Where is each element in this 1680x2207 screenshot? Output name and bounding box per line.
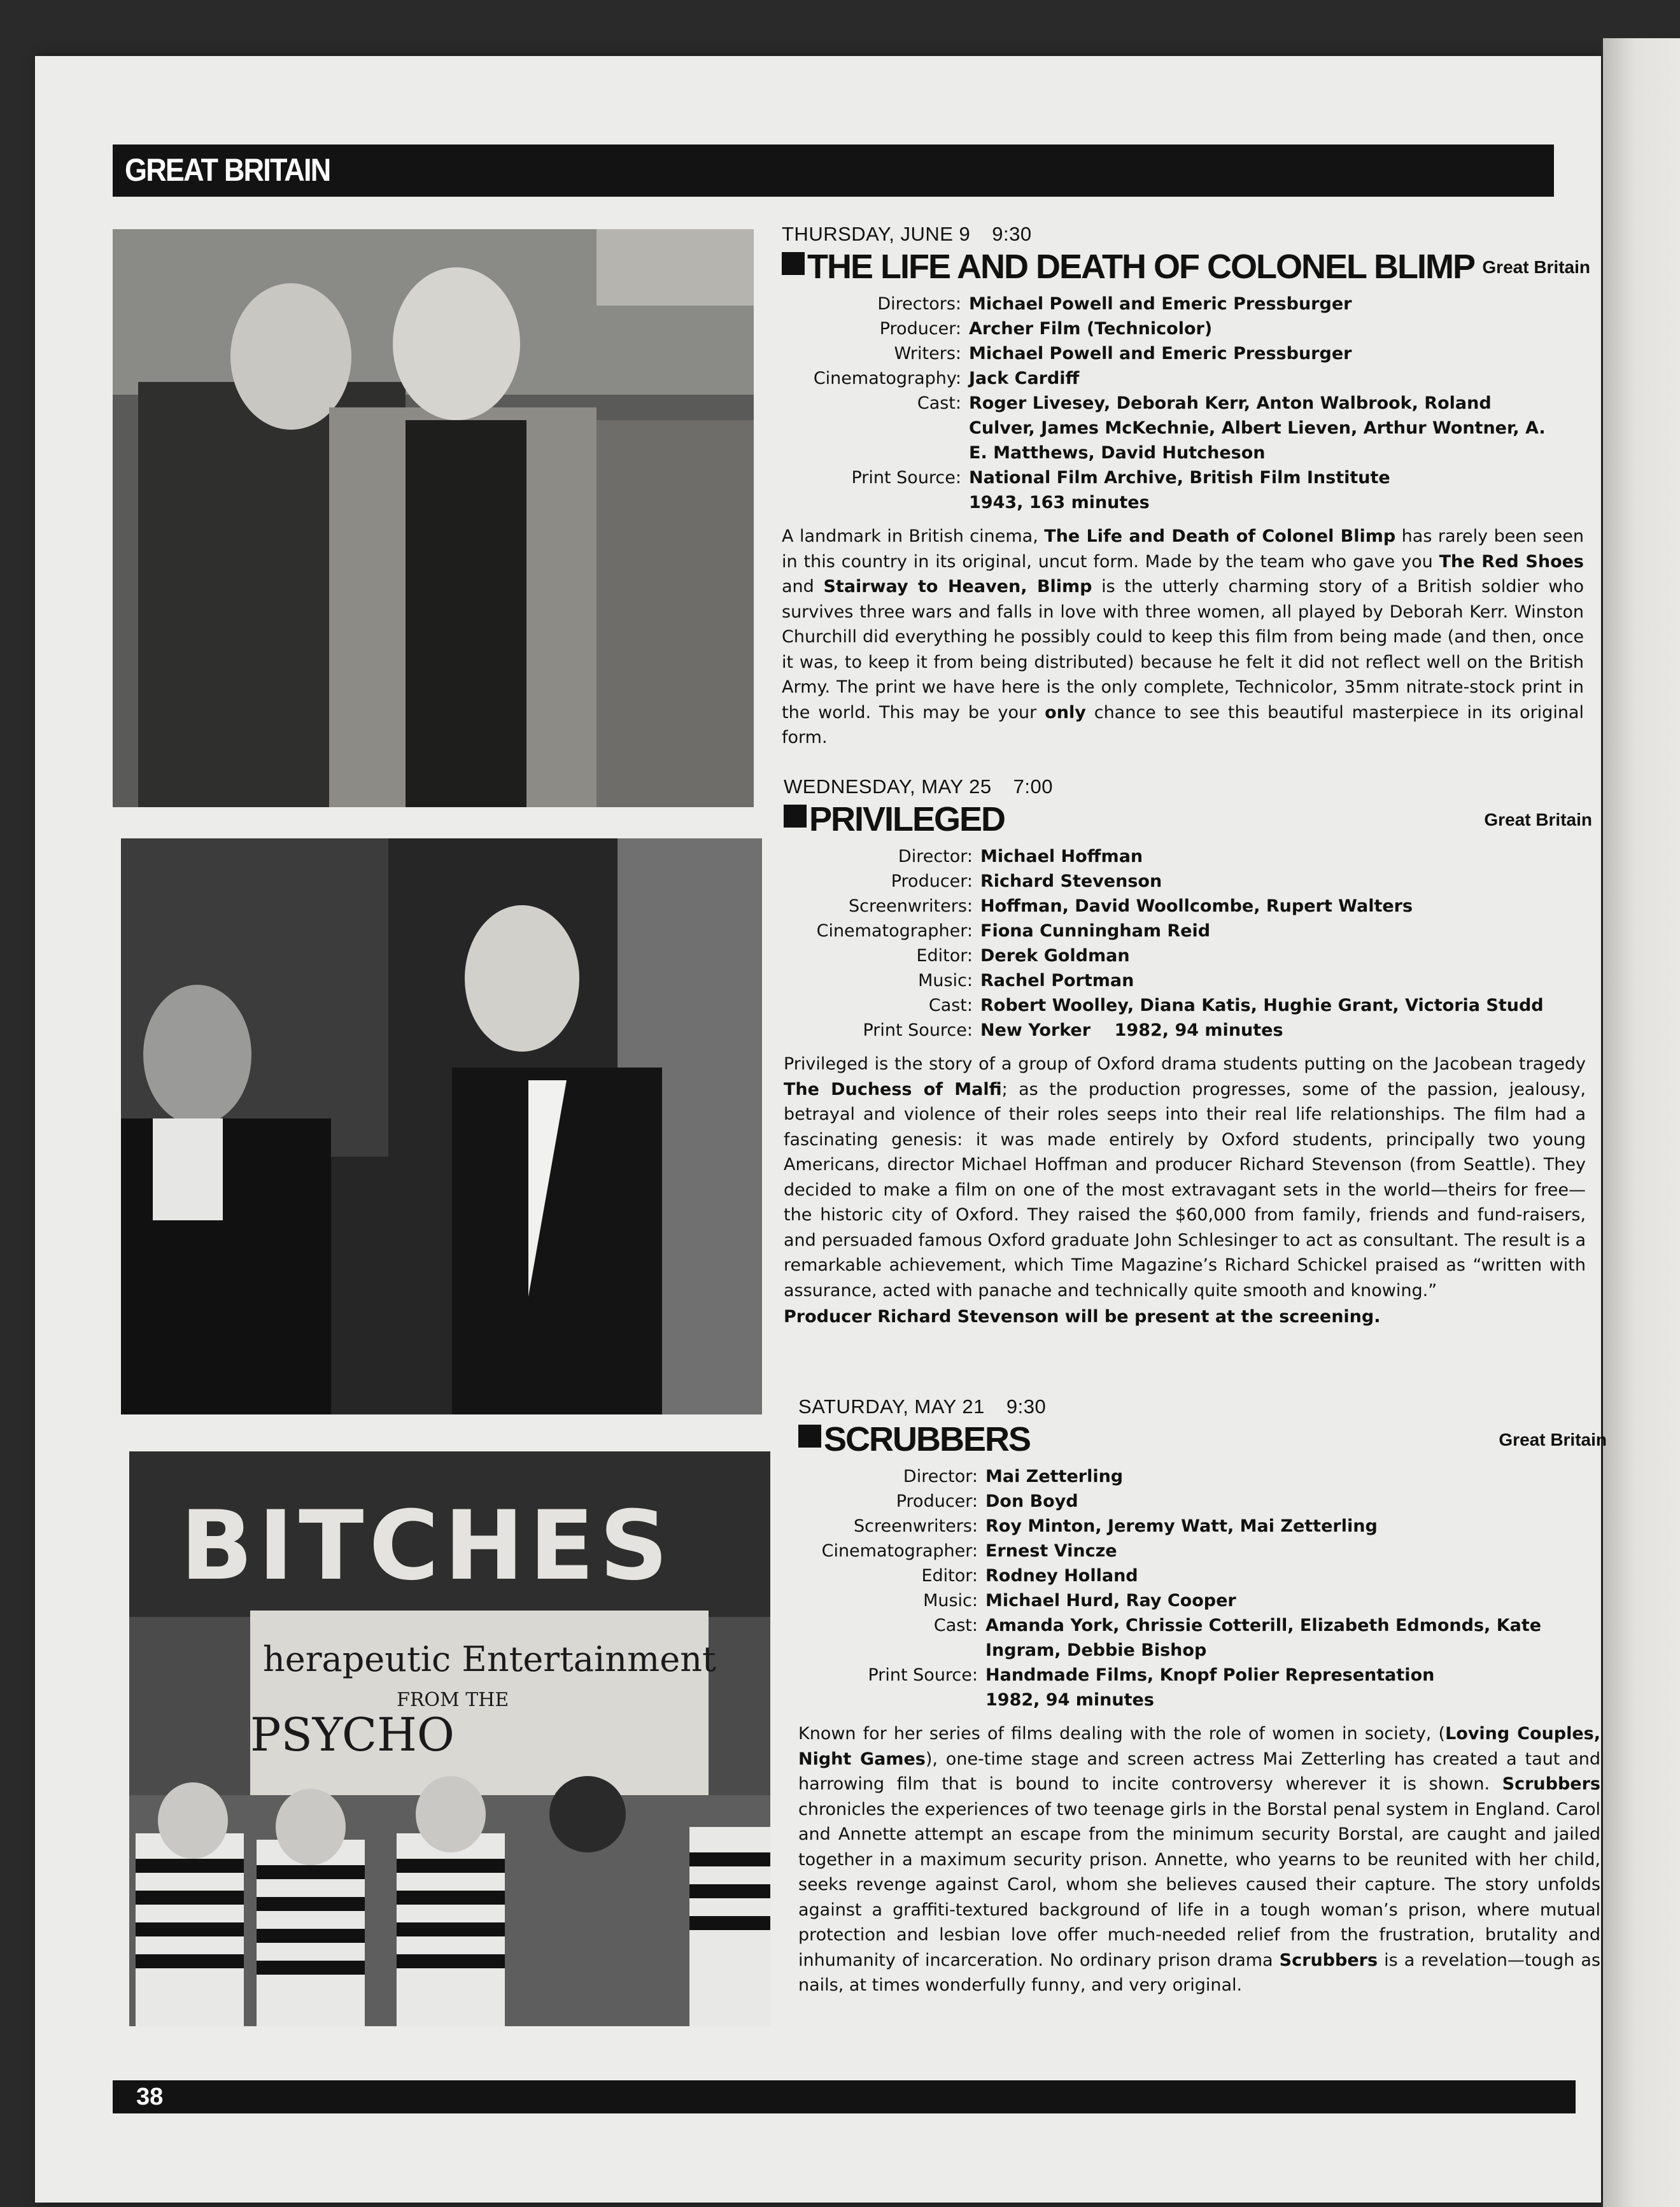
credit-row: Cinematographer: Ernest Vincze bbox=[821, 1541, 1117, 1561]
title-marker bbox=[782, 252, 805, 275]
credit-row: Cinematography: Jack Cardiff bbox=[813, 369, 1080, 388]
credit-row: Cast: Amanda York, Chrissie Cotterill, Elizabeth Edmonds, Kate Ingram, Debbie Bishop bbox=[933, 1616, 1542, 1660]
credit-row: Directors: Michael Powell and Emeric Pressburger bbox=[877, 294, 1352, 314]
credit-row: Cast: Robert Woolley, Diana Katis, Hughie Grant, Victoria Studd bbox=[928, 996, 1544, 1015]
film-description: Privileged is the story of a group of Oxford drama students putting on the Jacobean tragedy The Duchess of Malfi; as the production progresses, some of the passion, jealousy, betrayal and violence of their roles seeps into their real life relationships. The film had a fascinating genesis: it was made entirely by Oxford students, principally two young Americans, director Michael Hoffman and producer Richard Stevenson (from Seattle). They decided to make a film on one of the most extravagant sets in the world—theirs for free—the historic city of Oxford. They raised the $60,000 from family, friends and fund-raisers, and persuaded famous Oxford graduate John Schlesinger to act as consultant. The result is a remarkable achievement, which Time Magazine’s Richard Schickel praised as “written with assurance, acted with panache and technically quite smooth and knowing.” bbox=[784, 1054, 1586, 1301]
credit-row: Print Source: Handmade Films, Knopf Polier Representation 1982, 94 minutes bbox=[868, 1665, 1435, 1710]
credit-row: Producer: Don Boyd bbox=[896, 1491, 1078, 1511]
screening-date: WEDNESDAY, MAY 25 7:00 bbox=[784, 775, 1053, 798]
banner-subtext-large: PSYCHO bbox=[250, 1708, 455, 1761]
credits-list bbox=[784, 844, 1586, 1043]
credit-row: Editor: Rodney Holland bbox=[921, 1566, 1138, 1586]
page-number: 38 bbox=[136, 2084, 164, 2110]
screening-note: Producer Richard Stevenson will be present at the screening. bbox=[784, 1307, 1381, 1327]
facing-page-edge bbox=[1603, 38, 1680, 2207]
credit-row: Producer: Richard Stevenson bbox=[891, 871, 1162, 891]
film-entry-privileged bbox=[784, 775, 1592, 1329]
film-entry-colonel-blimp bbox=[782, 223, 1590, 751]
film-title: THE LIFE AND DEATH OF COLONEL BLIMP bbox=[807, 248, 1474, 286]
film-country: Great Britain bbox=[1484, 810, 1592, 829]
section-header: GREAT BRITAIN bbox=[125, 152, 330, 188]
footer-band bbox=[113, 2080, 1576, 2113]
film-still-image bbox=[129, 1451, 770, 2026]
credit-row: Screenwriters: Hoffman, David Woollcombe, Rupert Walters bbox=[849, 896, 1413, 916]
credit-row: Writers: Michael Powell and Emeric Pressburger bbox=[894, 344, 1352, 363]
credits-list bbox=[798, 1464, 1600, 1712]
credit-row: Print Source: New Yorker 1982, 94 minutes bbox=[863, 1020, 1283, 1040]
credit-row: Print Source: National Film Archive, British Film Institute 1943, 163 minutes bbox=[851, 468, 1390, 512]
credit-row: Music: Rachel Portman bbox=[918, 971, 1134, 991]
screening-date: SATURDAY, MAY 21 9:30 bbox=[798, 1395, 1047, 1418]
banner-text: BITCHES bbox=[180, 1491, 674, 1602]
banner-subtext: herapeutic Entertainment bbox=[263, 1639, 716, 1679]
credit-row: Cast: Roger Livesey, Deborah Kerr, Anton Walbrook, Roland Culver, James McKechnie, Albert Lieven, Arthur Wontner, A. E. Matthews, David Hutcheson bbox=[917, 393, 1546, 463]
film-title: SCRUBBERS bbox=[824, 1420, 1031, 1458]
title-marker bbox=[798, 1425, 821, 1448]
film-still-scrubbers bbox=[129, 1451, 770, 2026]
credit-row: Screenwriters: Roy Minton, Jeremy Watt, Mai Zetterling bbox=[854, 1516, 1378, 1536]
film-description: Known for her series of films dealing with the role of women in society, (Loving Couples, Night Games), one-time stage and screen actress Mai Zetterling has created a taut and harrowing film that is bound to incite controversy wherever it is shown. Scrubbers chronicles the experiences of two teenage girls in the Borstal penal system in England. Carol and Annette attempt an escape from the minimum security Borstal, are caught and jailed together in a maximum security prison. Annette, who yearns to be reunited with her child, seeks revenge against Carol, whom she believes caused their capture. The story unfolds against a graffiti-textured background of life in a tough woman’s prison, where mutual protection and lesbian love offer much-needed relief from the frustration, brutality and inhumanity of incarceration. No ordinary prison drama Scrubbers is a revelation—tough as nails, at times wonderfully funny, and very original. bbox=[798, 1724, 1600, 1995]
credit-row: Cinematographer: Fiona Cunningham Reid bbox=[816, 921, 1211, 941]
banner-subtext-small: FROM THE bbox=[397, 1689, 509, 1711]
film-description: A landmark in British cinema, The Life and Death of Colonel Blimp has rarely been seen in this country in its original, uncut form. Made by the team who gave you The Red Shoes and Stairway to Heaven, Blimp is the utterly charming story of a British soldier who survives three wars and falls in love with three women, all played by Deborah Kerr. Winston Churchill did everything he possibly could to keep this film from being made (and then, once it was, to keep it from being distributed) because he felt it did not reflect well on the British Army. The print we have here is the only complete, Technicolor, 35mm nitrate-stock print in the world. This may be your only chance to see this beautiful masterpiece in its original form. bbox=[782, 526, 1585, 747]
credit-row: Producer: Archer Film (Technicolor) bbox=[879, 319, 1213, 339]
film-still-image bbox=[121, 838, 762, 1414]
film-still-image bbox=[113, 229, 754, 807]
screening-date: THURSDAY, JUNE 9 9:30 bbox=[782, 223, 1032, 245]
film-still-privileged bbox=[121, 838, 762, 1414]
film-entry-scrubbers bbox=[798, 1395, 1607, 1998]
credit-row: Director: Mai Zetterling bbox=[903, 1467, 1124, 1486]
credit-row: Music: Michael Hurd, Ray Cooper bbox=[923, 1591, 1236, 1611]
film-still-colonel-blimp bbox=[113, 229, 754, 807]
credit-row: Director: Michael Hoffman bbox=[898, 847, 1143, 866]
film-country: Great Britain bbox=[1499, 1430, 1607, 1449]
credits-list bbox=[782, 292, 1584, 515]
credit-row: Editor: Derek Goldman bbox=[916, 946, 1130, 966]
film-title: PRIVILEGED bbox=[809, 800, 1005, 838]
title-marker bbox=[784, 805, 807, 828]
film-country: Great Britain bbox=[1482, 257, 1590, 277]
